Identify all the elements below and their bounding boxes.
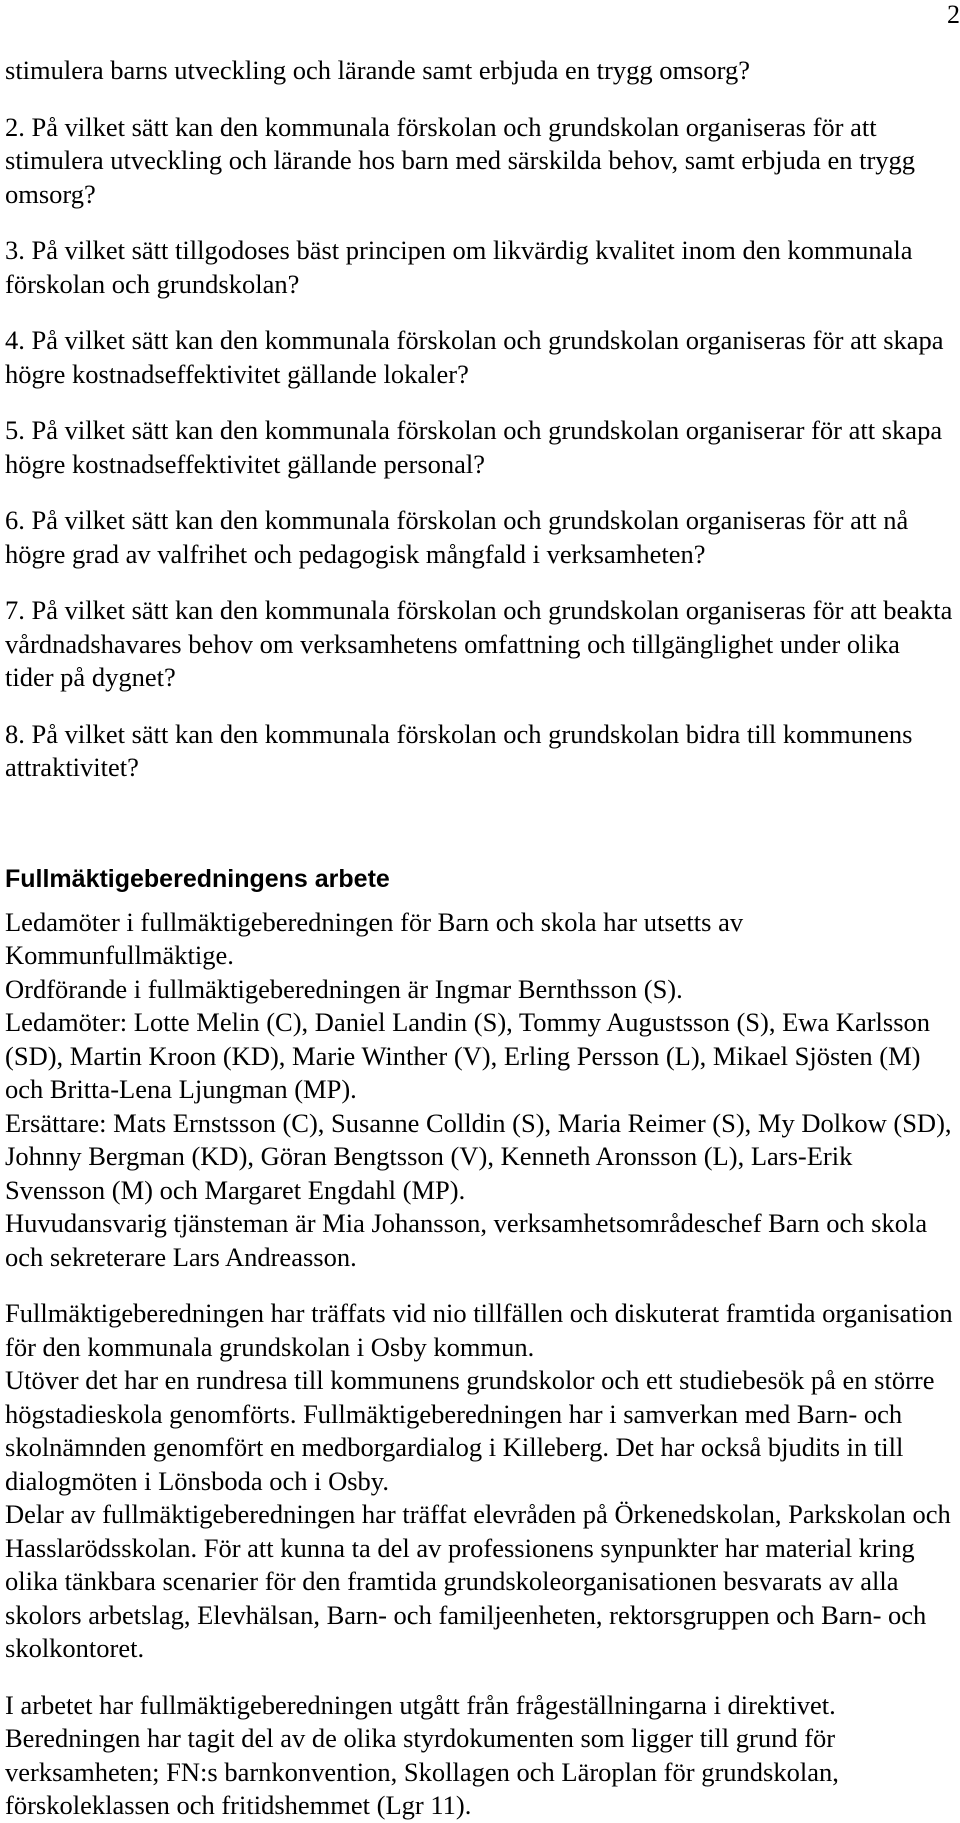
document-body	[5, 54, 953, 1823]
question-1-continuation: stimulera barns utveckling och lärande samt erbjuda en trygg omsorg?	[5, 55, 750, 85]
question-5: 5. På vilket sätt kan den kommunala förskolan och grundskolan organiserar för att skapa högre kostnadseffektivitet gällande personal?	[5, 415, 943, 479]
question-6: 6. På vilket sätt kan den kommunala förskolan och grundskolan organiseras för att nå högre grad av valfrihet och pedagogisk mångfald i verksamheten?	[5, 505, 909, 569]
meetings-text: Fullmäktigeberedningen har träffats vid nio tillfällen och diskuterat framtida organisation för den kommunala grundskolan i Osby kommun.	[5, 1298, 953, 1362]
question-3: 3. På vilket sätt tillgodoses bäst principen om likvärdig kvalitet inom den kommunala förskolan och grundskolan?	[5, 235, 913, 299]
directive-text: I arbetet har fullmäktigeberedningen utgått från frågeställningarna i direktivet. Beredningen har tagit del av de olika styrdokumenten som ligger till grund för verksamheten; FN:s barnkonvention, Skollagen och Läroplan för grundskolan, förskoleklassen och fritidshemmet (Lgr 11).	[5, 1689, 839, 1820]
members-block	[5, 906, 953, 1275]
question-7: 7. På vilket sätt kan den kommunala förskolan och grundskolan organiseras för att beakta vårdnadshavares behov om verksamhetens omfattning och tillgänglighet under olika tider på dygnet?	[5, 595, 953, 692]
page-number: 2	[947, 0, 960, 29]
meetings-block	[5, 1297, 953, 1666]
student-councils-text: Delar av fullmäktigeberedningen har träffat elevråden på Örkenedskolan, Parkskolan och Hasslarödsskolan. För att kunna ta del av professionens synpunkter har material kring olika tänkbara scenarier för den framtida grundskoleorganisationen besvarats av alla skolors arbetslag, Elevhälsan, Barn- och familjeenheten, rektorsgruppen och Barn- och skolkontoret.	[5, 1499, 951, 1663]
question-2: 2. På vilket sätt kan den kommunala förskolan och grundskolan organiseras för att stimulera utveckling och lärande hos barn med särskilda behov, samt erbjuda en trygg omsorg?	[5, 111, 916, 209]
directive-block	[5, 1689, 953, 1823]
members-appointed-text: Ledamöter i fullmäktigeberedningen för Barn och skola har utsetts av Kommunfullmäktige.	[5, 906, 744, 970]
chairman-text: Ordförande i fullmäktigeberedningen är Ingmar Bernthsson (S).	[5, 973, 683, 1004]
tour-text: Utöver det har en rundresa till kommunens grundskolor och ett studiebesök på en större högstadieskola genomförts. Fullmäktigeberedningen har i samverkan med Barn- och skolnämnden genomfört en medborgardialog i Killeberg. Det har också bjudits in till dialogmöten i Lönsboda och i Osby.	[5, 1365, 935, 1496]
question-4: 4. På vilket sätt kan den kommunala förskolan och grundskolan organiseras för att skapa högre kostnadseffektivitet gällande lokaler?	[5, 325, 944, 389]
section-heading: Fullmäktigeberedningens arbete	[5, 864, 390, 893]
officials-text: Huvudansvarig tjänsteman är Mia Johansson, verksamhetsområdeschef Barn och skola och sekreterare Lars Andreasson.	[5, 1208, 928, 1272]
members-list-text: Ledamöter: Lotte Melin (C), Daniel Landin (S), Tommy Augustsson (S), Ewa Karlsson (SD), Martin Kroon (KD), Marie Winther (V), Erling Persson (L), Mikael Sjösten (M) och Britta-Lena Ljungman (MP).	[5, 1007, 931, 1104]
substitutes-list-text: Ersättare: Mats Ernstsson (C), Susanne Colldin (S), Maria Reimer (S), My Dolkow (SD), Johnny Bergman (KD), Göran Bengtsson (V), Kenneth Aronsson (L), Lars-Erik Svensson (M) och Margaret Engdahl (MP).	[5, 1107, 952, 1205]
question-8: 8. På vilket sätt kan den kommunala förskolan och grundskolan bidra till kommunens attraktivitet?	[5, 718, 913, 782]
